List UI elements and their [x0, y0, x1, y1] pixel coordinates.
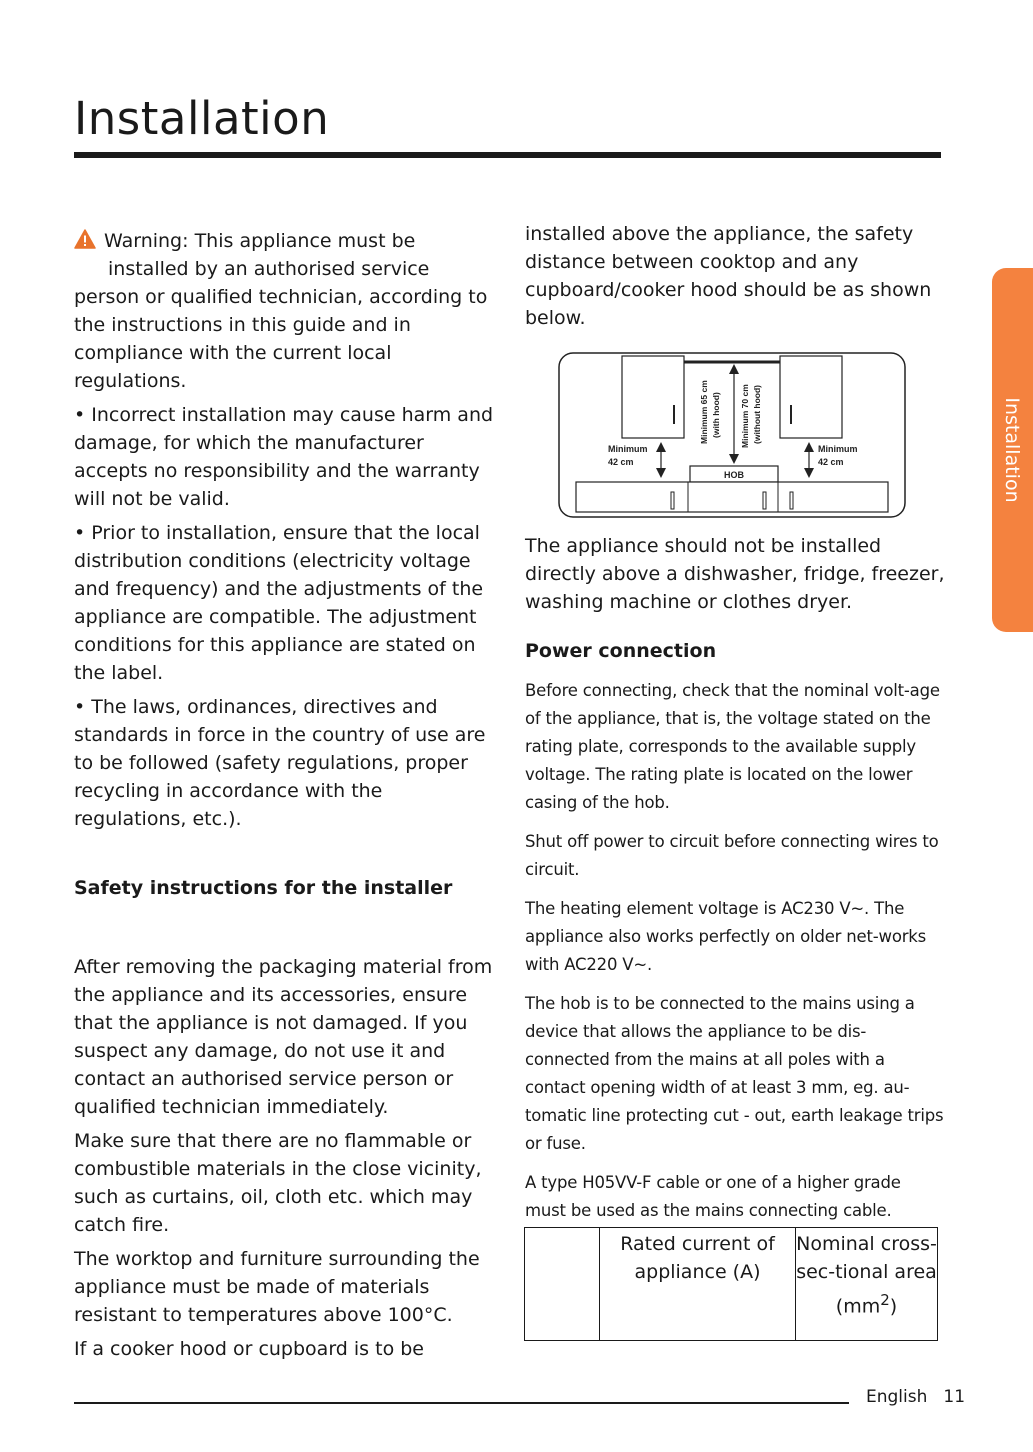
power-paragraph: The hob is to be connected to the mains using a device that allows the appliance to be dis-connected from the mains at all poles with a contact opening width of at least 3 mm, eg. au-tomatic line protecting cut - out, earth leakage trips or fuse.: [525, 994, 944, 1153]
warning-rest: person or qualified technician, according to the instructions in this guide and in compliance with the current local regulations.: [74, 286, 488, 392]
table-header-rated-current: Rated current of appliance (A): [600, 1228, 796, 1340]
safety-paragraph: After removing the packaging material from the appliance and its accessories, ensure that the appliance is not damaged. If you suspect any damage, do not use it and contact an authorised service person or qualified technician immediately.: [74, 956, 493, 1118]
table-header-cross-section: [796, 1228, 937, 1340]
base-cabinets: [576, 482, 888, 512]
right-column: [525, 220, 945, 338]
clearance-diagram: [558, 352, 906, 518]
placement-paragraph: The appliance should not be installed directly above a dishwasher, fridge, freezer, washing machine or clothes dryer.: [525, 535, 945, 613]
bullet-item: • The laws, ordinances, directives and standards in force in the country of use are to be followed (safety regulations, proper recycling in accordance with the regulations, etc.).: [74, 696, 486, 830]
side-tab[interactable]: [992, 268, 1033, 632]
footer-language: English: [866, 1387, 928, 1407]
safety-heading: Safety instructions for the installer: [74, 877, 453, 899]
bullet-item: • Prior to installation, ensure that the local distribution conditions (electricity voltage and frequency) and the adjustments of the appliance are compatible. The adjustment conditions for this appliance are stated on the label.: [74, 522, 484, 684]
warning-label: Warning:: [104, 230, 189, 252]
cross-section-close: ): [889, 1295, 898, 1318]
left-cupboard: [622, 356, 684, 438]
cabinet-handle: [763, 492, 766, 509]
with-hood-label-2: (with hood): [711, 392, 721, 438]
with-hood-label-1: Minimum 65 cm: [699, 380, 709, 444]
bullet-item: • Incorrect installation may cause harm and damage, for which the manufacturer accepts no responsibility and the warranty will not be valid.: [74, 404, 494, 510]
power-heading: Power connection: [525, 640, 717, 662]
page-number: 11: [943, 1387, 966, 1407]
power-paragraph: Shut off power to circuit before connecting wires to circuit.: [525, 832, 939, 879]
safety-paragraph: The worktop and furniture surrounding the appliance must be made of materials resistant to temperatures above 100°C.: [74, 1248, 480, 1326]
page-title: Installation: [74, 92, 330, 145]
power-paragraph: A type H05VV-F cable or one of a higher grade must be used as the mains connecting cable.: [525, 1173, 901, 1220]
warning-paragraph: [74, 227, 494, 395]
side-tab-label: Installation: [1001, 397, 1023, 503]
power-paragraph: Before connecting, check that the nominal volt-age of the appliance, that is, the voltage stated on the rating plate, corresponds to the available supply voltage. The rating plate is located on the lower casing of the hob.: [525, 681, 940, 812]
without-hood-label-1: Minimum 70 cm: [740, 384, 750, 448]
intro-paragraph: installed above the appliance, the safety distance between cooktop and any cupboard/cooker hood should be as shown below.: [525, 223, 932, 329]
right-min-label-2: 42 cm: [818, 457, 844, 467]
warning-line2: installed by an authorised service: [108, 258, 430, 280]
right-cupboard: [780, 356, 842, 438]
footer-rule: [74, 1402, 849, 1404]
cabinet-handle: [790, 492, 793, 509]
cabinet-handle: [671, 492, 674, 509]
title-rule: [74, 152, 941, 158]
power-section: [525, 677, 945, 1225]
safety-paragraph: If a cooker hood or cupboard is to be: [74, 1338, 424, 1360]
left-min-label-1: Minimum: [608, 444, 648, 454]
footer: [866, 1387, 965, 1407]
cable-table: [524, 1227, 938, 1341]
warning-icon: [74, 229, 96, 249]
cross-section-text: Nominal cross-sec-tional area (mm: [796, 1233, 937, 1318]
left-column: [74, 227, 494, 1369]
safety-paragraph: Make sure that there are no flammable or combustible materials in the close vicinity, such as curtains, oil, cloth etc. which may catch fire.: [74, 1130, 482, 1236]
cross-section-sup: 2: [880, 1291, 890, 1309]
right-min-label-1: Minimum: [818, 444, 858, 454]
right-column-lower: [525, 532, 945, 1236]
without-hood-label-2: (without hood): [752, 384, 762, 444]
hob-label: HOB: [724, 470, 744, 480]
left-min-label-2: 42 cm: [608, 457, 634, 467]
power-paragraph: The heating element voltage is AC230 V~. The appliance also works perfectly on older net-works with AC220 V~.: [525, 899, 927, 974]
warning-line1: This appliance must be: [194, 230, 416, 252]
table-cell-empty: [525, 1228, 600, 1340]
